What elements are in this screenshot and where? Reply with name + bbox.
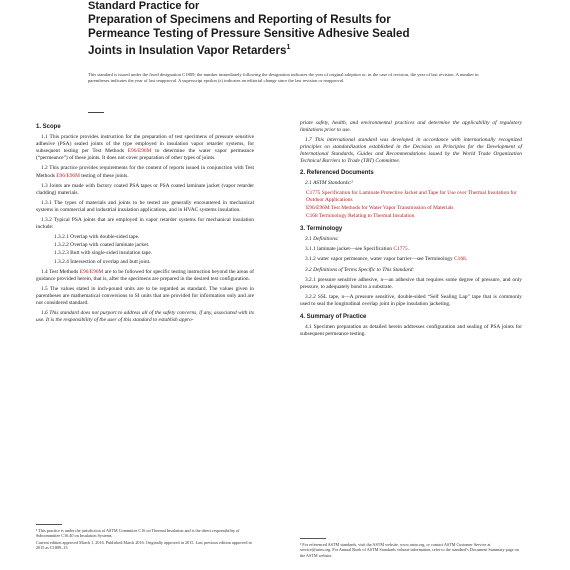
footnote-1: ¹ This practice is under the jurisdiction of ASTM Committee C16 on Thermal Insulation and is the direct responsibility of Subcommittee C16.40 on Insulation Systems.: [36, 528, 240, 539]
title-footnote-marker: 1: [286, 44, 291, 51]
link-c168[interactable]: C168: [454, 256, 466, 263]
document-header: [88, 0, 508, 58]
document-title: [88, 13, 508, 58]
paragraph-3-1-2-end: .: [465, 256, 468, 263]
section-heading-terminology: 3. Terminology: [300, 226, 343, 233]
joint-type-item: 1.3.2.1 Overlap with double-sided tape.: [54, 234, 140, 241]
paragraph-1-3-1: 1.3.1 The types of materials and joints to be tested are generally encountered in mechanical systems in commercial and industrial insulation applications, and in HVAC systems insulation.: [36, 199, 254, 213]
footnote-right: ² For referenced ASTM standards, visit the ASTM website, www.astm.org, or contact ASTM Customer Service at service@astm.org. For Annual Book of ASTM Standards volume information, refer to the standard’s Document Summary page on the ASTM website.: [300, 542, 519, 558]
paragraph-3-1: 3.1 Definitions:: [305, 236, 339, 243]
paragraph-1-6: 1.6 This standard does not purport to address all of the safety concerns, if any, associated with its use. It is the responsibility of the user of this standard to establish appro-: [36, 310, 254, 324]
paragraph-1-6-continued: priate safety, health, and environmental practices and determine the applicability of regulatory limitations prior to use.: [300, 120, 522, 134]
paragraph-3-1-2-text: 3.1.2 water vapor permeance, water vapor barrier—see Terminology: [305, 256, 455, 263]
paragraph-1-3-2: 1.3.2 Typical PSA joints that are employed in vapor retarder systems for mechanical insulation include:: [36, 217, 254, 231]
paragraph-3-1-1-text: 3.1.1 laminate jacket—see Specification: [305, 246, 394, 253]
link-e96[interactable]: E96/E96M: [127, 148, 152, 155]
reference-item: [300, 190, 522, 204]
paragraph-3-2: 3.2 Definitions of Terms Specific to This Standard:: [305, 266, 415, 273]
paragraph-3-2-2: 3.2.2 SSL tape, n—A pressure sensitive, double-sided “Self Sealing Lap” tape that is commonly used to seal the longitudinal overlap joint in pipe insulation jacketing.: [300, 293, 522, 307]
paragraph-1-3: 1.3 Joints are made with factory coated PSA tapes or PSA coated laminate jacket (vapor retarder cladding) materials.: [36, 182, 254, 196]
section-heading-summary: 4. Summary of Practice: [300, 313, 367, 320]
paragraph-1-4: [36, 269, 254, 283]
paragraph-1-4-text-end: are to be followed for specific testing instruction beyond the areas of guidance provided herein, that is, after the specimens are prepared in the desired test configuration.: [36, 268, 254, 282]
title-line-3: [88, 41, 508, 58]
footnote-left: [36, 528, 256, 551]
link-c1775[interactable]: C1775: [306, 189, 321, 196]
standard-type: Standard Practice for: [88, 0, 200, 12]
paragraph-2-1: 2.1 ASTM Standards:²: [305, 179, 353, 186]
joint-type-item: 1.3.2.4 Intersection of overlap and butt joint.: [54, 258, 151, 265]
paragraph-4-1: 4.1 Specimen preparation as detailed herein addresses configuration and sealing of PSA joints for subsequent permeance testing.: [300, 324, 522, 338]
paragraph-1-1-text: 1.1 This practice provides instruction for the preparation of test specimens of pressure sensitive adhesive (PSA) sealed joints of the type employed in insulation vapor retarder systems, for subsequent testing per Test Methods: [36, 134, 254, 155]
paragraph-1-1-text-end: to determine the water vapor permeance (“permeance”) of these joints. It does not cover preparation of other types of joints.: [36, 148, 254, 162]
paragraph-3-2-1: 3.2.1 pressure sensitive adhesive, n—an adhesive that requires some degree of pressure, and only pressure, to adequately bond to a substrate.: [300, 276, 522, 290]
joint-type-item: 1.3.2.3 Butt with single-sided insulation tape.: [54, 250, 153, 257]
footnote-edition: Current edition approved March 1, 2016. Published March 2016. Originally approved in 2015. Last previous edition approved in 2015 as C1809–15.: [36, 539, 252, 551]
reference-item: [300, 213, 522, 220]
section-heading-scope: 1. Scope: [36, 124, 61, 130]
paragraph-1-2-text-end: testing of these joints.: [79, 172, 129, 179]
paragraph-1-1: [36, 134, 254, 162]
paragraph-3-1-1: [300, 246, 522, 253]
reference-title[interactable]: Specification for Laminate Protective Jacket and Tape for Use over Thermal Insulation for Outdoor Applications: [306, 189, 517, 203]
paragraph-1-2: [36, 165, 254, 179]
footnote-divider-left: [36, 524, 62, 525]
paragraph-1-2-text: 1.2 This practice provides requirements for the content of reports issued in conjunction with Test Methods: [36, 165, 254, 179]
link-e96[interactable]: E96/E96M: [56, 172, 80, 179]
title-line-2: Permeance Testing of Pressure Sensitive Adhesive Sealed: [88, 27, 410, 40]
paragraph-1-7: 1.7 This international standard was developed in accordance with internationally recognized principles on standardization established in the Decision on Principles for the Development of International Standards, Guides and Recommendations issued by the World Trade Organization Technical Barriers to Trade (TBT) Committee.: [300, 137, 522, 165]
link-c168[interactable]: C168: [306, 213, 318, 220]
left-column: [36, 120, 254, 327]
joint-type-item: 1.3.2.2 Overlap with coated laminate jacket.: [54, 242, 150, 249]
right-column: [300, 120, 522, 341]
reference-item: [300, 205, 522, 212]
link-e96[interactable]: E96/E96M: [79, 268, 104, 275]
title-line-3-text: Joints in Insulation Vapor Retarders: [88, 43, 287, 57]
paragraph-3-1-2: [300, 256, 522, 263]
reference-title[interactable]: Terminology Relating to Thermal Insulation: [318, 213, 415, 220]
reference-title[interactable]: Test Methods for Water Vapor Transmission of Materials: [330, 204, 454, 211]
link-e96[interactable]: E96/E96M: [306, 204, 330, 211]
paragraph-1-4-text: 1.4 Test Methods: [41, 268, 80, 275]
link-c1775[interactable]: C1775: [393, 246, 408, 253]
title-line-1: Preparation of Specimens and Reporting of Results for: [88, 13, 391, 26]
footnote-divider-right: [300, 538, 326, 539]
section-heading-referenced-documents: 2. Referenced Documents: [300, 169, 374, 176]
header-divider: [88, 112, 104, 113]
paragraph-3-1-1-end: .: [407, 246, 410, 253]
paragraph-1-5: 1.5 The values stated in inch-pound units are to be regarded as standard. The values given in parentheses are mathematical conversions to SI units that are provided for information only and are not considered standard.: [36, 285, 254, 306]
designation-notice: This standard is issued under the fixed designation C1809; the number immediately following the designation indicates the year of original adoption or, in the case of revision, the year of last revision. A number in parentheses indicates the year of last reapproval. A superscript epsilon (ε) indicates an editorial change since the last revision or reapproval.: [88, 72, 479, 83]
